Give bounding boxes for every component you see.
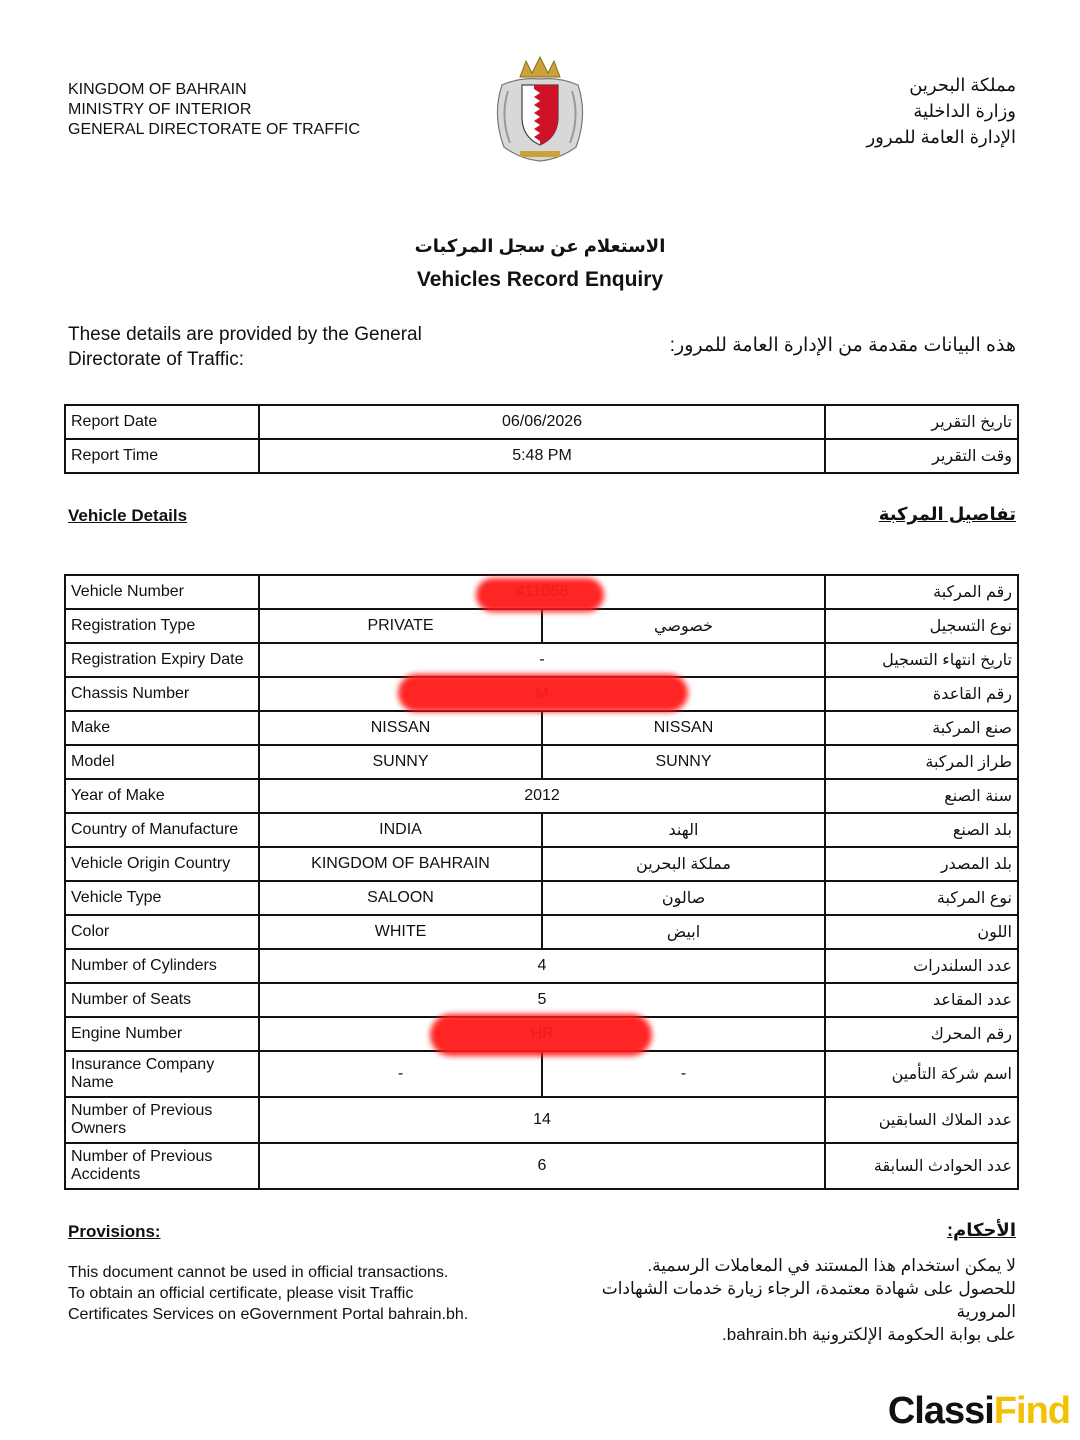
row-value: 06/06/2026	[259, 405, 825, 439]
row-value: 5	[259, 983, 825, 1017]
row-label: Report Time	[65, 439, 259, 473]
row-label-arabic: اسم شركة التأمين	[825, 1051, 1018, 1097]
row-value: 6	[259, 1143, 825, 1189]
provisions-line: This document cannot be used in official transactions.	[68, 1264, 449, 1281]
provisions-line: Certificates Services on eGovernment Portal bahrain.bh.	[68, 1306, 469, 1323]
table-row	[65, 439, 1018, 473]
classifind-watermark-logo	[888, 1390, 1070, 1433]
watermark-part: Find	[993, 1390, 1070, 1432]
row-value-arabic: -	[542, 1051, 825, 1097]
row-label: Number of Previous Owners	[65, 1097, 259, 1143]
page-title-arabic: الاستعلام عن سجل المركبات	[414, 236, 666, 256]
table-row	[65, 915, 1018, 949]
row-label-arabic: عدد المقاعد	[825, 983, 1018, 1017]
table-row	[65, 1051, 1018, 1097]
row-label-arabic: وقت التقرير	[825, 439, 1018, 473]
header-ar-line: الإدارة العامة للمرور	[866, 127, 1016, 147]
row-label: Registration Expiry Date	[65, 643, 259, 677]
row-label: Vehicle Number	[65, 575, 259, 609]
row-value-arabic: SUNNY	[542, 745, 825, 779]
row-label: Vehicle Type	[65, 881, 259, 915]
redaction-mark	[476, 578, 604, 612]
row-label: Insurance Company Name	[65, 1051, 259, 1097]
row-label-arabic: نوع المركبة	[825, 881, 1018, 915]
bahrain-coat-of-arms-icon	[490, 55, 590, 167]
intro-text-english: These details are provided by the General Directorate of Traffic:	[68, 324, 422, 370]
row-value-arabic: NISSAN	[542, 711, 825, 745]
provisions-line: لا يمكن استخدام هذا المستند في المعاملات الرسمية.	[647, 1256, 1016, 1275]
row-value-arabic: ابيض	[542, 915, 825, 949]
row-label: Registration Type	[65, 609, 259, 643]
row-value: 2012	[259, 779, 825, 813]
report-info-table	[64, 404, 1019, 474]
provisions-title-arabic: الأحكام:	[947, 1220, 1016, 1240]
table-row	[65, 745, 1018, 779]
provisions-line: على بوابة الحكومة الإلكترونية bahrain.bh.	[722, 1325, 1016, 1344]
row-label: Number of Seats	[65, 983, 259, 1017]
provisions-text-arabic	[546, 1254, 1016, 1346]
row-label-arabic: عدد الحوادث السابقة	[825, 1143, 1018, 1189]
table-row	[65, 779, 1018, 813]
row-value-english: -	[259, 1051, 542, 1097]
header-arabic	[866, 72, 1016, 150]
row-label-arabic: اللون	[825, 915, 1018, 949]
row-label: Chassis Number	[65, 677, 259, 711]
table-row	[65, 711, 1018, 745]
row-label-arabic: رقم المحرك	[825, 1017, 1018, 1051]
header-ar-line: مملكة البحرين	[909, 75, 1016, 95]
row-label-arabic: رقم القاعدة	[825, 677, 1018, 711]
row-label: Color	[65, 915, 259, 949]
row-label-arabic: تاريخ التقرير	[825, 405, 1018, 439]
row-value-english: SALOON	[259, 881, 542, 915]
row-label: Country of Manufacture	[65, 813, 259, 847]
row-label-arabic: عدد السلندرات	[825, 949, 1018, 983]
section-title-vehicle-details: Vehicle Details	[68, 506, 188, 525]
header-english	[68, 80, 360, 140]
row-value-arabic: مملكة البحرين	[542, 847, 825, 881]
row-label: Number of Cylinders	[65, 949, 259, 983]
row-value-english: PRIVATE	[259, 609, 542, 643]
header-en-line: KINGDOM OF BAHRAIN	[68, 81, 247, 98]
row-label-arabic: عدد الملاك السابقين	[825, 1097, 1018, 1143]
row-label: Model	[65, 745, 259, 779]
section-title-vehicle-details-arabic: تفاصيل المركبة	[878, 504, 1016, 524]
header-en-line: GENERAL DIRECTORATE OF TRAFFIC	[68, 121, 360, 138]
provisions-line: To obtain an official certificate, please visit Traffic	[68, 1285, 414, 1302]
page-title: Vehicles Record Enquiry	[416, 268, 664, 291]
provisions-line: للحصول على شهادة معتمدة، الرجاء زيارة خدمات الشهادات المرورية	[601, 1279, 1016, 1321]
table-row	[65, 1143, 1018, 1189]
provisions-title: Provisions:	[68, 1222, 161, 1241]
table-row	[65, 643, 1018, 677]
row-label-arabic: طراز المركبة	[825, 745, 1018, 779]
row-value-english: NISSAN	[259, 711, 542, 745]
row-label-arabic: بلد الصنع	[825, 813, 1018, 847]
row-label: Number of Previous Accidents	[65, 1143, 259, 1189]
row-label-arabic: تاريخ انتهاء التسجيل	[825, 643, 1018, 677]
row-label-arabic: رقم المركبة	[825, 575, 1018, 609]
row-value-english: WHITE	[259, 915, 542, 949]
row-value: 4	[259, 949, 825, 983]
intro-text-arabic: هذه البيانات مقدمة من الإدارة العامة للمرور:	[669, 335, 1016, 356]
table-row	[65, 813, 1018, 847]
row-value-english: INDIA	[259, 813, 542, 847]
row-value: -	[259, 643, 825, 677]
table-row	[65, 881, 1018, 915]
watermark-part: Classi	[887, 1390, 994, 1432]
table-row	[65, 609, 1018, 643]
header-en-line: MINISTRY OF INTERIOR	[68, 101, 252, 118]
row-value-arabic: خصوصي	[542, 609, 825, 643]
row-value: 14	[259, 1097, 825, 1143]
row-label-arabic: بلد المصدر	[825, 847, 1018, 881]
table-row	[65, 949, 1018, 983]
table-row	[65, 847, 1018, 881]
row-value-arabic: الهند	[542, 813, 825, 847]
provisions-text-english	[68, 1262, 538, 1325]
table-row	[65, 1097, 1018, 1143]
row-label: Vehicle Origin Country	[65, 847, 259, 881]
redaction-mark	[398, 674, 688, 712]
row-value: 5:48 PM	[259, 439, 825, 473]
vehicle-details-table	[64, 574, 1019, 1190]
row-value-arabic: صالون	[542, 881, 825, 915]
row-label: Year of Make	[65, 779, 259, 813]
row-label: Engine Number	[65, 1017, 259, 1051]
row-label-arabic: نوع التسجيل	[825, 609, 1018, 643]
row-value-english: KINGDOM OF BAHRAIN	[259, 847, 542, 881]
table-row	[65, 983, 1018, 1017]
row-label-arabic: سنة الصنع	[825, 779, 1018, 813]
redaction-mark	[430, 1014, 652, 1056]
header-ar-line: وزارة الداخلية	[913, 101, 1016, 121]
row-label-arabic: صنع المركبة	[825, 711, 1018, 745]
row-value-english: SUNNY	[259, 745, 542, 779]
row-label: Make	[65, 711, 259, 745]
table-row	[65, 405, 1018, 439]
row-label: Report Date	[65, 405, 259, 439]
